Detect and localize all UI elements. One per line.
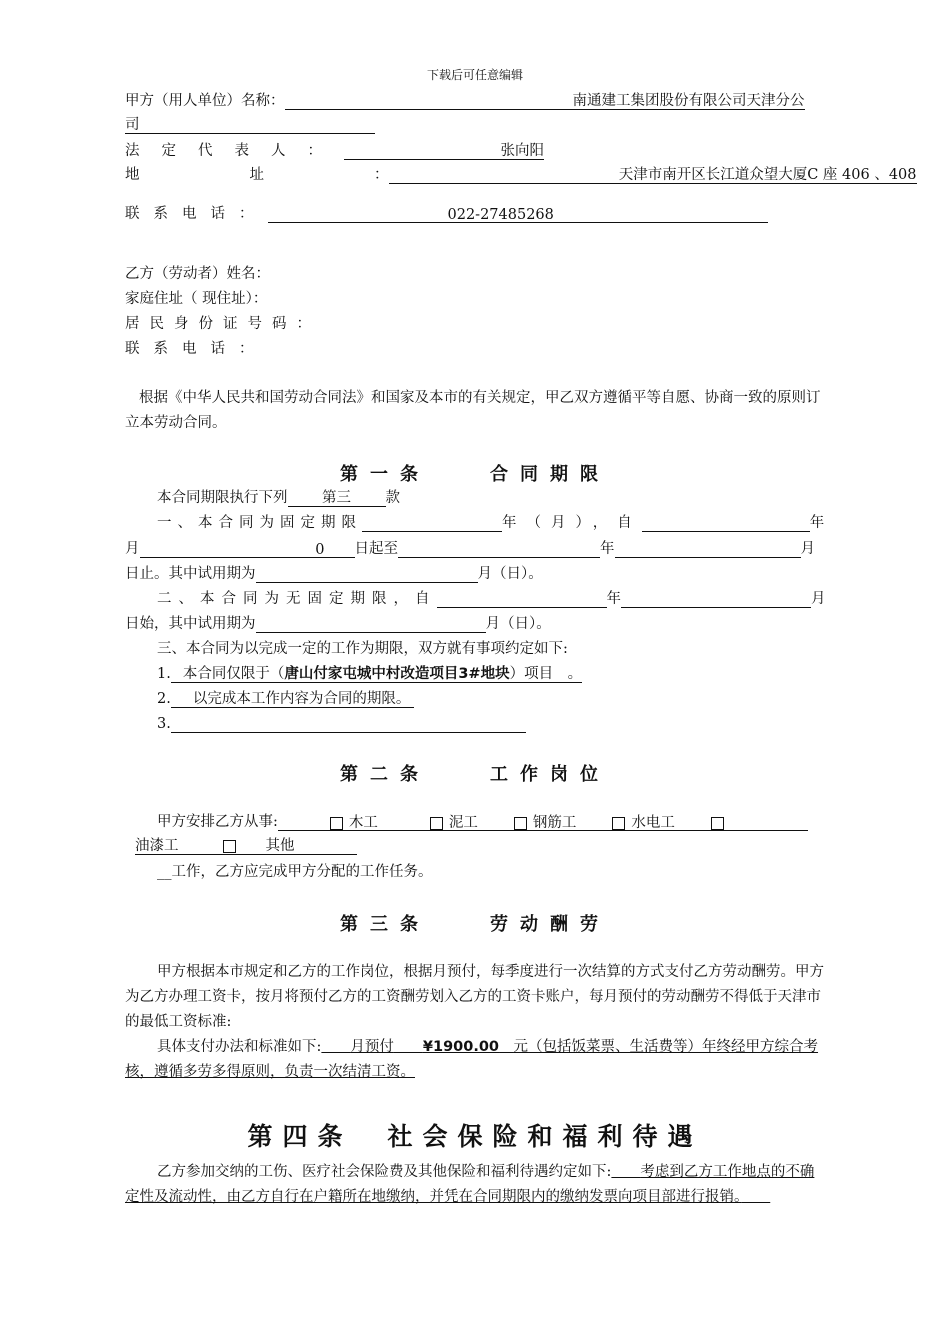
job-mason: 泥工 (448, 815, 478, 831)
art2-lead: 甲方安排乙方从事: (157, 814, 278, 830)
art1-item1-num: 1. (157, 666, 171, 682)
checkbox-icon[interactable] (430, 817, 443, 830)
party-a-addr-row (125, 166, 917, 184)
art4-lead: 乙方参加交纳的工伤、医疗社会保险费及其他保险和福利待遇约定如下: (157, 1164, 612, 1180)
art3-pay-monthly: 月预付 (350, 1039, 394, 1055)
art1-probation-blank (256, 565, 478, 583)
party-a-rep-value: 张向阳 (344, 142, 544, 160)
art1-item3 (157, 715, 526, 733)
art1-line7: 三、本合同为以完成一定的工作为期限，双方就有事项约定如下: (157, 641, 568, 657)
checkbox-icon[interactable] (711, 817, 724, 830)
art1-line4 (125, 565, 543, 583)
party-a-rep-row (125, 142, 544, 160)
art1-item3-num: 3. (157, 716, 171, 732)
art1-item3-blank (171, 715, 526, 733)
party-a-name-row (125, 92, 805, 110)
art1-until-month-blank (615, 540, 801, 558)
checkbox-icon[interactable] (223, 840, 236, 853)
art3-pay-amount: ¥1900.00 (422, 1039, 500, 1055)
art1-open-month-blank (621, 590, 811, 608)
art1-open-term-label: 二、本合同为无固定期限，自 (157, 591, 437, 607)
article-4-title: 第四条 社会保险和福利待遇 (247, 1122, 703, 1151)
art2-tail: __工作，乙方应完成甲方分配的工作任务。 (157, 864, 433, 880)
art1-open-month-label: 月 (811, 591, 826, 607)
party-a-rep-label: 法定代表人： (125, 143, 344, 159)
art1-line1-text: 本合同期限执行下列 (157, 490, 288, 506)
party-a-name-cont-row (125, 116, 375, 134)
art3-paragraph-2 (125, 1035, 828, 1085)
party-a-phone-label: 联系电话： (125, 206, 268, 222)
art1-item2 (157, 690, 414, 708)
job-electrician: 水电工 (631, 815, 675, 831)
art1-until-year-blank (398, 540, 600, 558)
party-a-addr-label: 地址： (125, 167, 499, 183)
art4-terms-text: 考虑到乙方工作地点的不确定性及流动性，由乙方自行在户籍所在地缴纳，并凭在合同期限内的缴纳发票向项目部进行报销。 (125, 1164, 815, 1205)
art1-fixed-term-label: 一、本合同为固定期限 (157, 515, 362, 531)
art1-until-label: 日起至 (354, 541, 398, 557)
party-b-name-label: 乙方（劳动者）姓名： (125, 266, 270, 282)
job-carpenter: 木工 (348, 815, 378, 831)
art1-item1-prefix: 本合同仅限于（ (182, 666, 285, 682)
art1-fixed-term-blank (362, 514, 502, 532)
checkbox-icon[interactable] (330, 817, 343, 830)
art1-until-month-label: 月 (800, 541, 815, 557)
art1-item1-body (171, 665, 582, 683)
party-a-addr-value: 天津市南开区长江道众望大厦C 座 406 、408 (389, 166, 917, 184)
job-rebar: 钢筋工 (532, 815, 577, 831)
art1-clause-value: 第三 (288, 489, 386, 507)
party-a-phone-row (125, 205, 768, 223)
art1-line2 (157, 514, 824, 532)
art1-until-year-label: 年 (600, 541, 615, 557)
art1-item2-num: 2. (157, 691, 171, 707)
art1-open-probation-label: 日始，其中试用期为 (125, 616, 256, 632)
party-a-name-cont: 司 (125, 116, 375, 134)
art1-item1-suffix: ）项目 。 (509, 666, 583, 682)
job-painter: 油漆工 (135, 838, 179, 854)
job-other: 其他 (265, 838, 295, 854)
watermark-text: 下载后可任意编辑 (426, 68, 523, 82)
art2-jobs-list-2 (135, 837, 357, 855)
party-b-phone-label: 联系电话： (125, 341, 268, 357)
art1-line3 (125, 540, 815, 558)
art1-probation-label: 日止。其中试用期为 (125, 566, 256, 582)
art1-year-label: 年 (809, 515, 825, 531)
art1-line5 (157, 590, 826, 608)
art2-jobs-row (157, 813, 808, 831)
art4-paragraph (125, 1160, 828, 1210)
art1-fixed-term-unit: 年（月），自 (502, 515, 642, 531)
art1-open-probation-unit: 月（日）。 (485, 616, 551, 632)
art1-item2-body: 以完成本工作内容为合同的期限。 (171, 690, 415, 708)
art1-open-term-year-blank (437, 590, 607, 608)
intro-paragraph: 根据《中华人民共和国劳动合同法》和国家及本市的有关规定，甲乙双方遵循平等自愿、协商一致的原则订立本劳动合同。 (125, 390, 821, 431)
art1-day-value: 0 (140, 541, 355, 558)
party-b-home-label: 家庭住址（ 现住址）： (125, 291, 268, 307)
article-1-title: 第一条 合同期限 (340, 464, 610, 485)
checkbox-icon[interactable] (612, 817, 625, 830)
art3-pay-detail: 元（包括饭菜票、生活费等）年终经甲方综合考核，遵循多劳多得原则，负责一次结清工资。 (125, 1039, 819, 1080)
art1-item1 (157, 665, 582, 683)
art1-item1-project: 唐山付家屯城中村改造项目3#地块 (284, 666, 510, 682)
art2-jobs-row2 (135, 837, 357, 855)
checkbox-icon[interactable] (514, 817, 527, 830)
party-a-phone-value: 022-27485268 (268, 206, 768, 223)
article-2-title: 第二条 工作岗位 (340, 764, 610, 785)
art1-open-year-label: 年 (606, 591, 621, 607)
party-a-name-value: 南通建工集团股份有限公司天津分公 (285, 92, 805, 110)
article-3-title: 第三条 劳动酬劳 (340, 914, 610, 935)
art1-month-label: 月 (125, 541, 140, 557)
party-b-id-label: 居民身份证号码： (125, 316, 321, 332)
art1-line1-suffix: 款 (385, 490, 400, 506)
party-a-name-label: 甲方（用人单位）名称： (125, 93, 285, 109)
art1-probation-unit: 月（日）。 (477, 566, 543, 582)
art1-from-year-blank (642, 514, 810, 532)
art3-paragraph-1: 甲方根据本市规定和乙方的工作岗位，根据月预付，每季度进行一次结算的方式支付乙方劳动酬劳。甲方为乙方办理工资卡，按月将预付乙方的工资酬劳划入乙方的工资卡账户，每月预付的劳动酬劳不得低于天津市的最低工资标准: (125, 964, 824, 1030)
art3-pay-lead: 具体支付办法和标准如下: (157, 1039, 322, 1055)
art1-open-probation-blank (256, 615, 486, 633)
art1-line1 (157, 489, 400, 507)
art1-line6 (125, 615, 551, 633)
art2-jobs-list (278, 814, 808, 831)
